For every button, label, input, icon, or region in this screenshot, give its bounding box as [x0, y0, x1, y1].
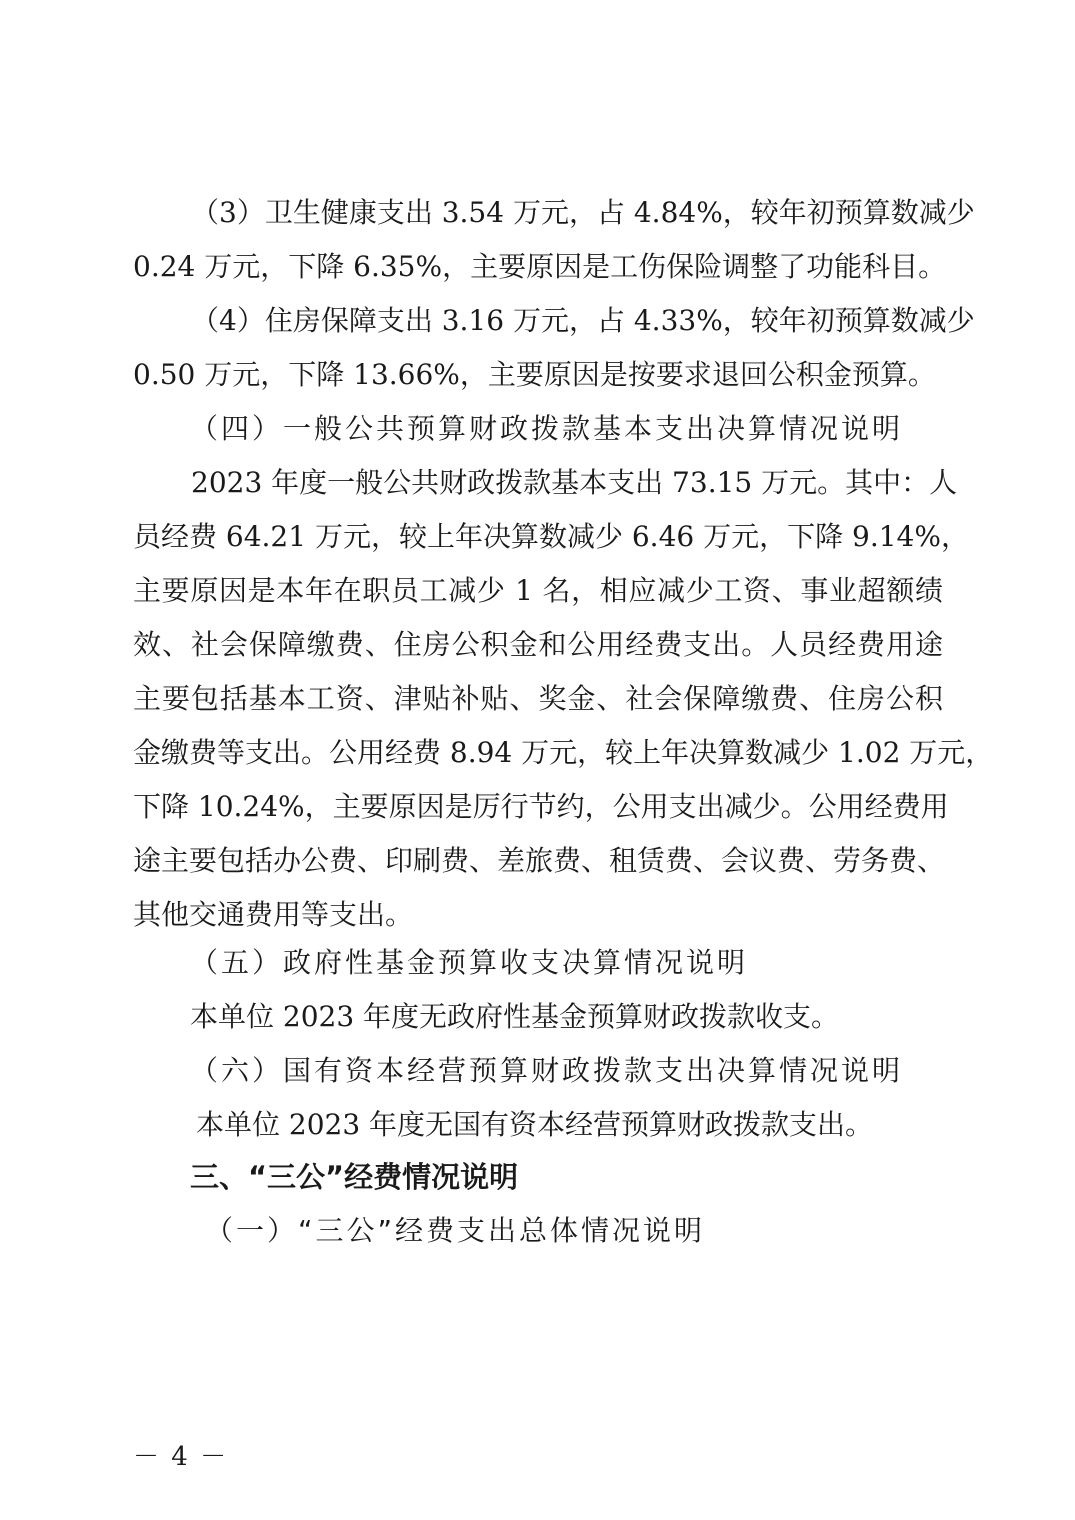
section-heading-6: （六）国有资本经营预算财政拨款支出决算情况说明 [190, 1054, 904, 1087]
paragraph-health-line-1: （3）卫生健康支出 3.54 万元，占 4.84%，较年初预算数减少 [191, 196, 975, 229]
section-heading-5: （五）政府性基金预算收支决算情况说明 [190, 946, 749, 979]
paragraph-basic-expense-line-1: 2023 年度一般公共财政拨款基本支出 73.15 万元。其中：人 [191, 466, 958, 499]
paragraph-basic-expense-line-2: 员经费 64.21 万元，较上年决算数减少 6.46 万元，下降 9.14%， [133, 520, 969, 553]
paragraph-government-fund: 本单位 2023 年度无政府性基金预算财政拨款收支。 [190, 1000, 840, 1033]
paragraph-health-line-2: 0.24 万元，下降 6.35%，主要原因是工伤保险调整了功能科目。 [133, 250, 947, 283]
paragraph-housing-line-1: （4）住房保障支出 3.16 万元，占 4.33%，较年初预算数减少 [191, 304, 975, 337]
paragraph-basic-expense-line-9: 其他交通费用等支出。 [133, 898, 414, 931]
paragraph-basic-expense-line-6: 金缴费等支出。公用经费 8.94 万元，较上年决算数减少 1.02 万元， [133, 736, 994, 769]
paragraph-basic-expense-line-3: 主要原因是本年在职员工减少 1 名，相应减少工资、事业超额绩 [133, 574, 943, 607]
paragraph-state-capital: 本单位 2023 年度无国有资本经营预算财政拨款支出。 [196, 1108, 874, 1141]
paragraph-basic-expense-line-5: 主要包括基本工资、津贴补贴、奖金、社会保障缴费、住房公积 [133, 682, 943, 715]
paragraph-basic-expense-line-4: 效、社会保障缴费、住房公积金和公用经费支出。人员经费用途 [133, 628, 943, 661]
page-number: － 4 － [133, 1442, 229, 1472]
paragraph-housing-line-2: 0.50 万元，下降 13.66%，主要原因是按要求退回公积金预算。 [133, 358, 936, 391]
section-heading-4: （四）一般公共预算财政拨款基本支出决算情况说明 [190, 412, 904, 445]
paragraph-basic-expense-line-8: 途主要包括办公费、印刷费、差旅费、租赁费、会议费、劳务费、 [133, 844, 946, 877]
subsection-heading-three-public-overall: （一）“三公”经费支出总体情况说明 [205, 1214, 706, 1247]
section-heading-three-public: 三、“三公”经费情况说明 [190, 1160, 519, 1194]
paragraph-basic-expense-line-7: 下降 10.24%，主要原因是厉行节约，公用支出减少。公用经费用 [133, 790, 949, 823]
